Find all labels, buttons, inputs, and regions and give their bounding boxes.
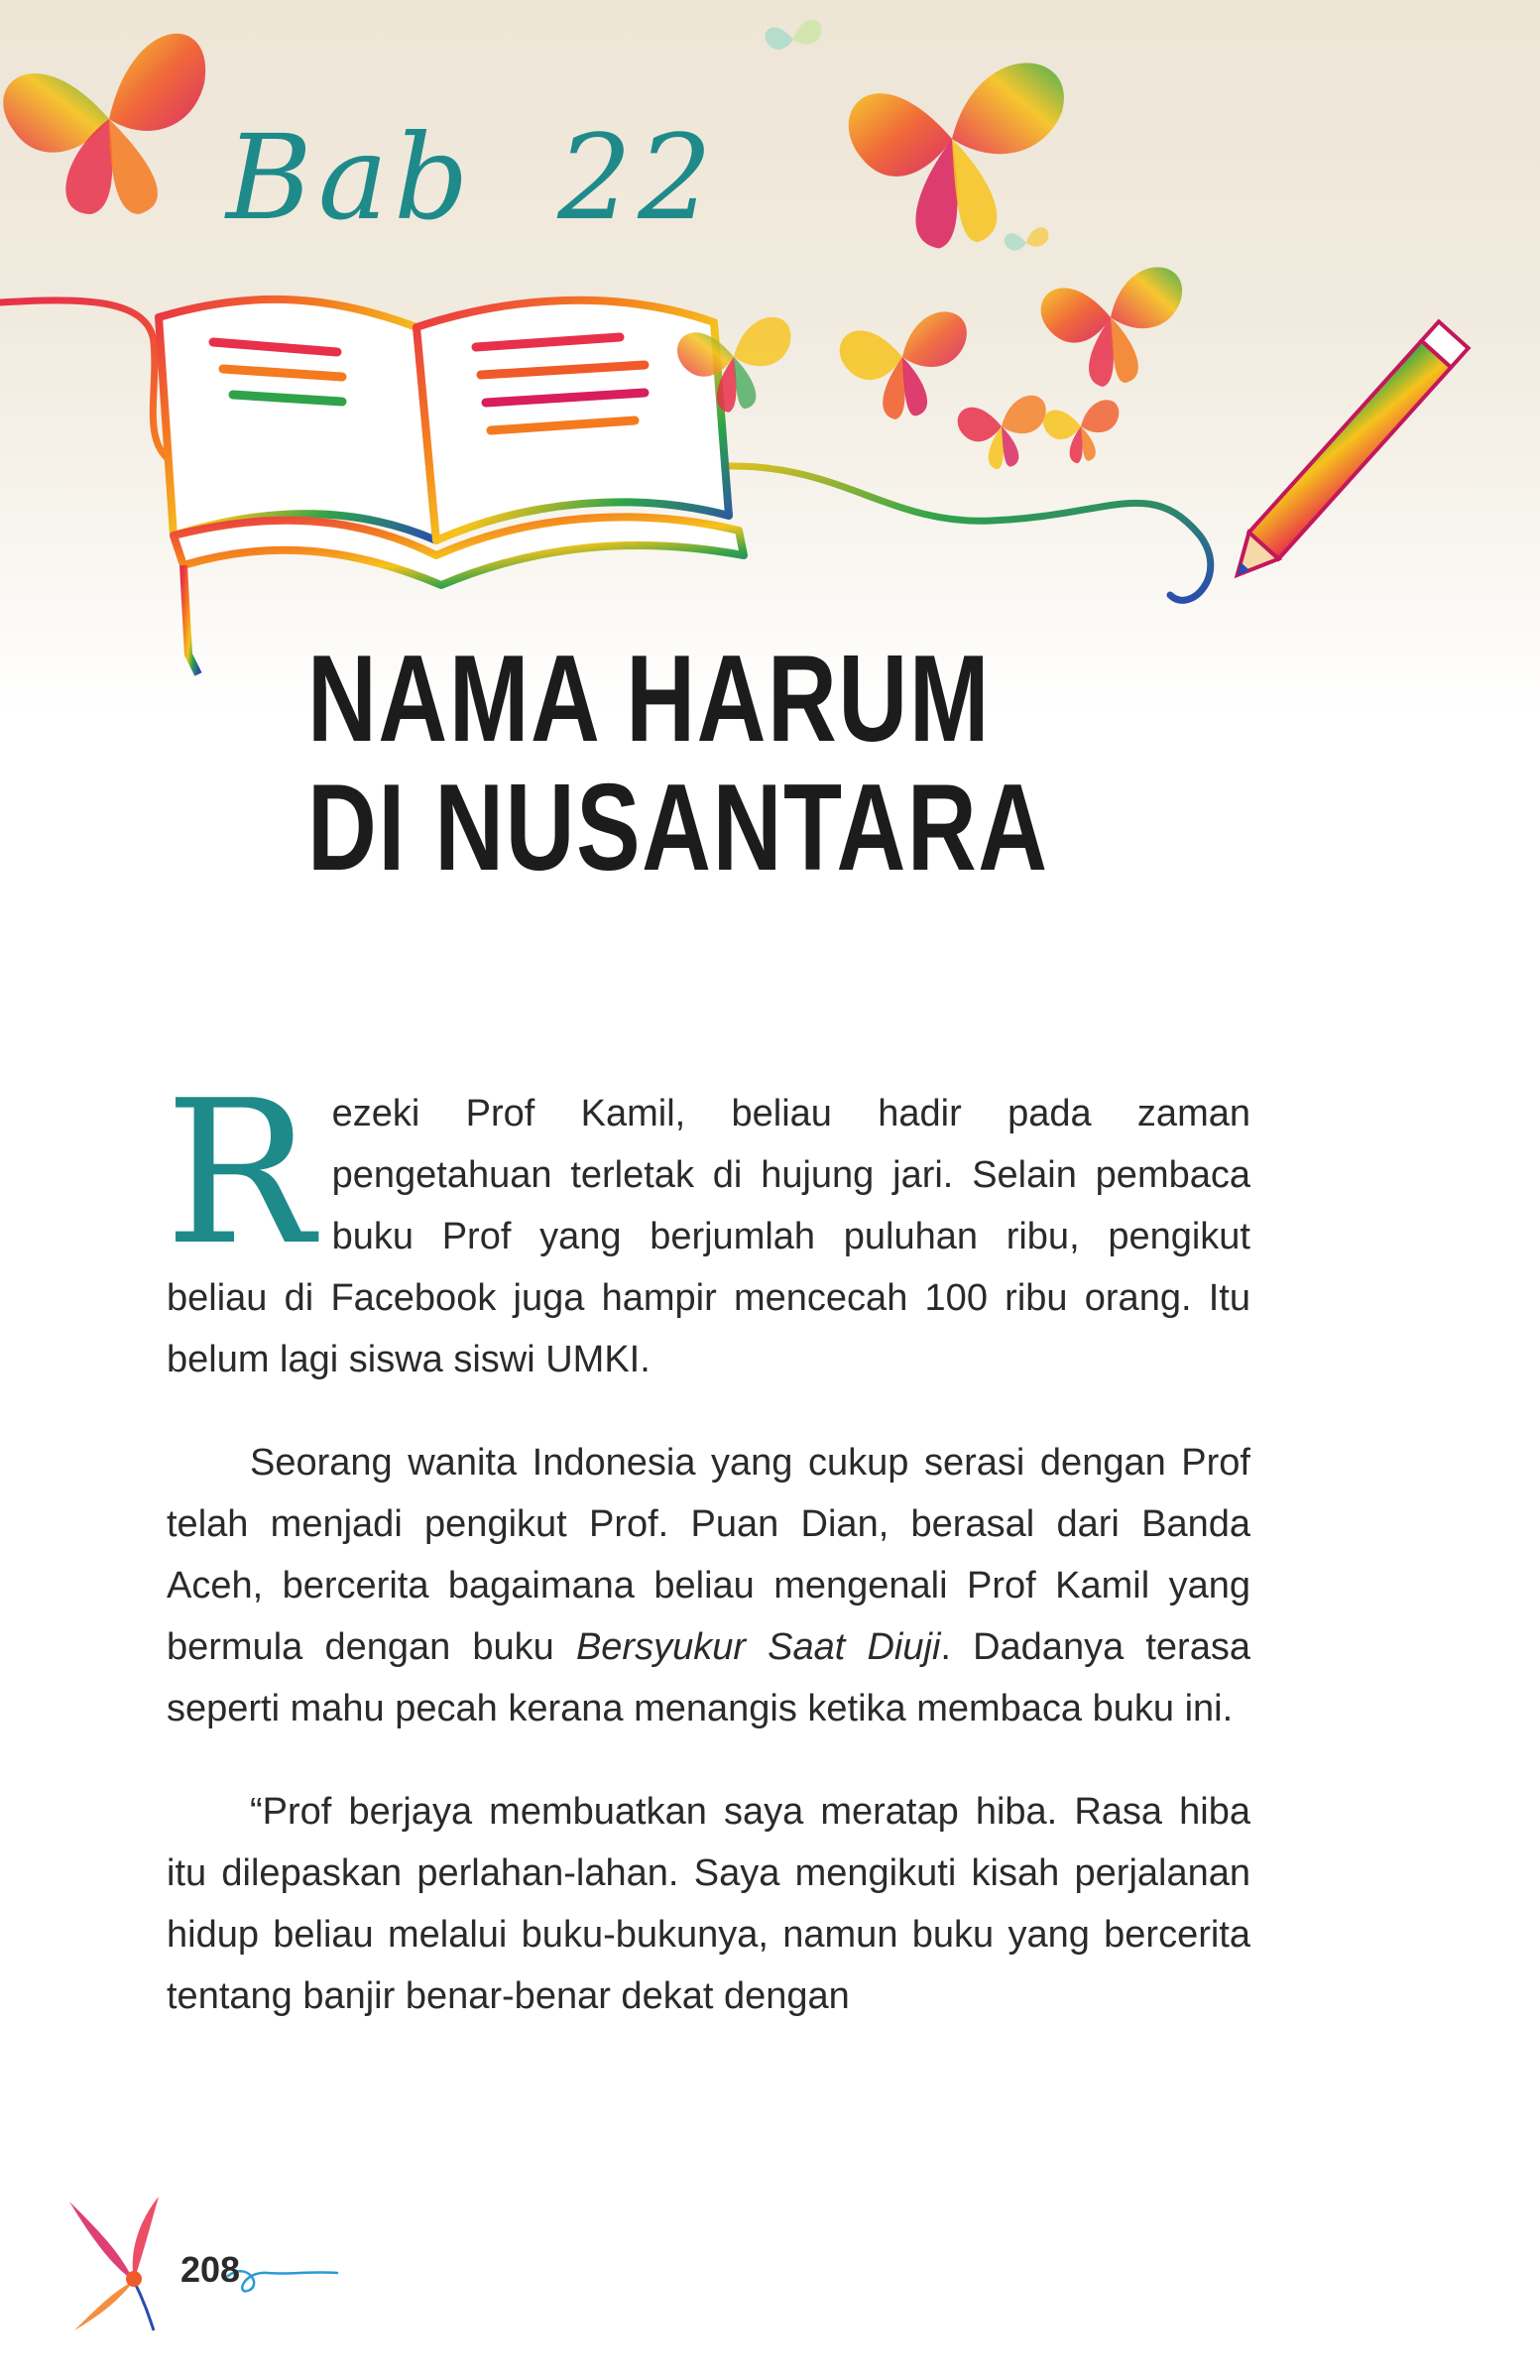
footer-flourish xyxy=(228,2271,337,2291)
paragraph-2-text-end: . Dadanya terasa seperti mahu pecah kerana menangis ketika membaca buku ini. xyxy=(167,1626,1250,1729)
butterfly-icon xyxy=(849,63,1064,249)
butterfly-icon xyxy=(1043,400,1119,463)
header-illustration xyxy=(0,0,1540,714)
paragraph-3: “Prof berjaya membuatkan saya meratap hiba. Rasa hiba itu dilepaskan perlahan-lahan. Saya mengikuti kisah perjalanan hidup beliau melalui buku-bukunya, namun buku yang bercerita tentang banjir benar-benar dekat dengan xyxy=(167,1791,1250,2017)
paragraph-1 xyxy=(165,1058,1250,1390)
paragraph-2-text-start: Seorang wanita Indonesia yang cukup serasi dengan Prof telah menjadi pengikut Prof. Puan Dian, berasal dari Banda Aceh, bercerita bagaimana beliau mengenali Prof Kamil yang bermula dengan buku xyxy=(167,1442,1250,1668)
butterfly-icon xyxy=(840,311,967,419)
book-title-italic: Bersyukur Saat Diuji xyxy=(575,1626,941,1668)
butterfly-icon xyxy=(3,34,205,214)
chapter-title-line-2: DI NUSANTARA xyxy=(307,760,1049,897)
butterfly-icon xyxy=(1041,267,1182,387)
chapter-label: Bab 22 xyxy=(226,109,719,246)
open-book-icon xyxy=(159,299,744,674)
butterfly-icon xyxy=(1005,227,1049,250)
chapter-body xyxy=(165,1058,1250,2069)
drop-cap: R xyxy=(165,1058,314,1289)
butterfly-icon xyxy=(958,396,1046,470)
chapter-title-line-1: NAMA HARUM xyxy=(307,631,991,768)
chapter-title xyxy=(307,631,1049,897)
bird-icon xyxy=(69,2197,159,2330)
butterfly-icon xyxy=(765,20,821,50)
page-number: 208 xyxy=(180,2249,241,2290)
paragraph-2 xyxy=(167,1432,1250,1739)
paragraph-1-text: ezeki Prof Kamil, beliau hadir pada zaman pengetahuan terletak di hujung jari. Selain pembaca buku Prof yang berjumlah puluhan ribu, pengikut beliau di Facebook juga hampir mencecah 100 ribu orang. Itu belum lagi siswa siswi UMKI. xyxy=(167,1093,1250,1380)
pencil-icon xyxy=(1223,321,1469,588)
